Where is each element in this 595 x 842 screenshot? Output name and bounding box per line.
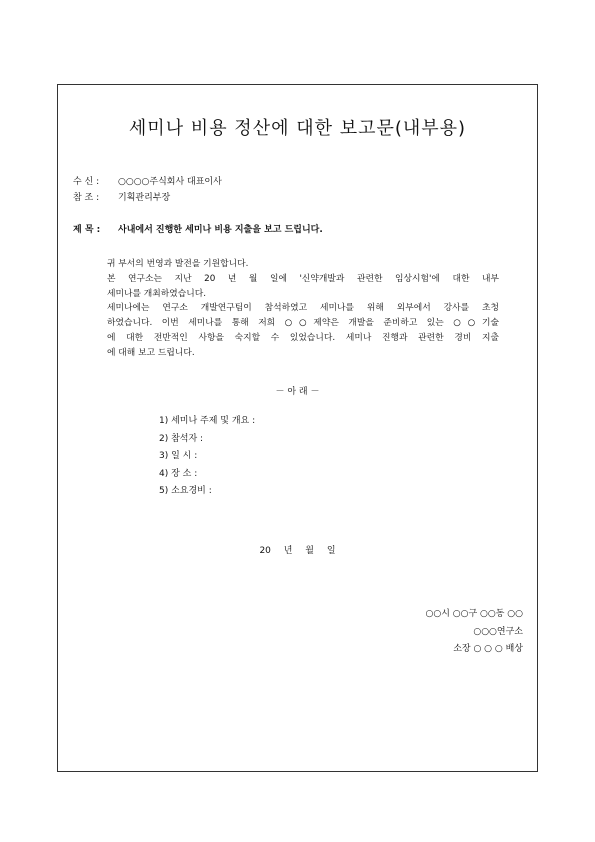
body-line: 세미나를 개최하였습니다.	[107, 288, 207, 299]
detail-item-datetime: 3) 일 시 :	[159, 451, 198, 461]
document-title: 세미나 비용 정산에 대한 보고문(내부용)	[128, 118, 467, 139]
body-line: 에 대한 전반적인 사항을 숙지할 수 있었습니다. 세미나 진행과 관련한 경비 지출	[107, 332, 499, 343]
recipient-row	[73, 176, 222, 188]
reference-row	[73, 192, 170, 204]
details-heading: － 아 래 －	[275, 387, 320, 397]
detail-item-topic: 1) 세미나 주제 및 개요 :	[159, 416, 256, 426]
body-line: 에 대해 보고 드립니다.	[107, 347, 195, 358]
body-line: 본 연구소는 지난 20 년 월 일에 '신약개발과 관련한 임상시험'에 대한 내부	[107, 273, 499, 284]
body-line: 하였습니다. 이번 세미나를 통해 저희 ○○제약은 개발을 준비하고 있는 ○○기술	[107, 318, 499, 329]
recipient-label: 수 신 :	[73, 177, 100, 187]
sender-address: ○○시 ○○구 ○○동 ○○	[425, 609, 523, 619]
reference-value: 기획관리부장	[118, 193, 171, 203]
recipient-value: ○○○○주식회사 대표이사	[118, 177, 222, 187]
subject-label: 제 목 :	[73, 225, 101, 235]
sender-organization: ○○○연구소	[473, 627, 523, 637]
subject-row	[73, 224, 323, 236]
body-line: 세미나에는 연구소 개발연구팀이 참석하였고 세미나를 위해 외부에서 강사를 초청	[107, 303, 499, 314]
details-list	[159, 413, 255, 501]
detail-item-attendees: 2) 참석자 :	[159, 433, 204, 444]
body-line: 귀 부서의 번영과 발전을 기원합니다.	[107, 259, 249, 269]
detail-item-location: 4) 장 소 :	[159, 468, 198, 479]
detail-item-expenses: 5) 소요경비 :	[159, 486, 212, 496]
sender-signature: 소장 ○ ○ ○ 배상	[453, 644, 523, 654]
body-text	[107, 257, 499, 361]
subject-value: 사내에서 진행한 세미나 비용 지출을 보고 드립니다.	[118, 225, 323, 235]
reference-label: 참 조 :	[73, 193, 100, 203]
document-date: 20 년 월 일	[259, 546, 336, 556]
